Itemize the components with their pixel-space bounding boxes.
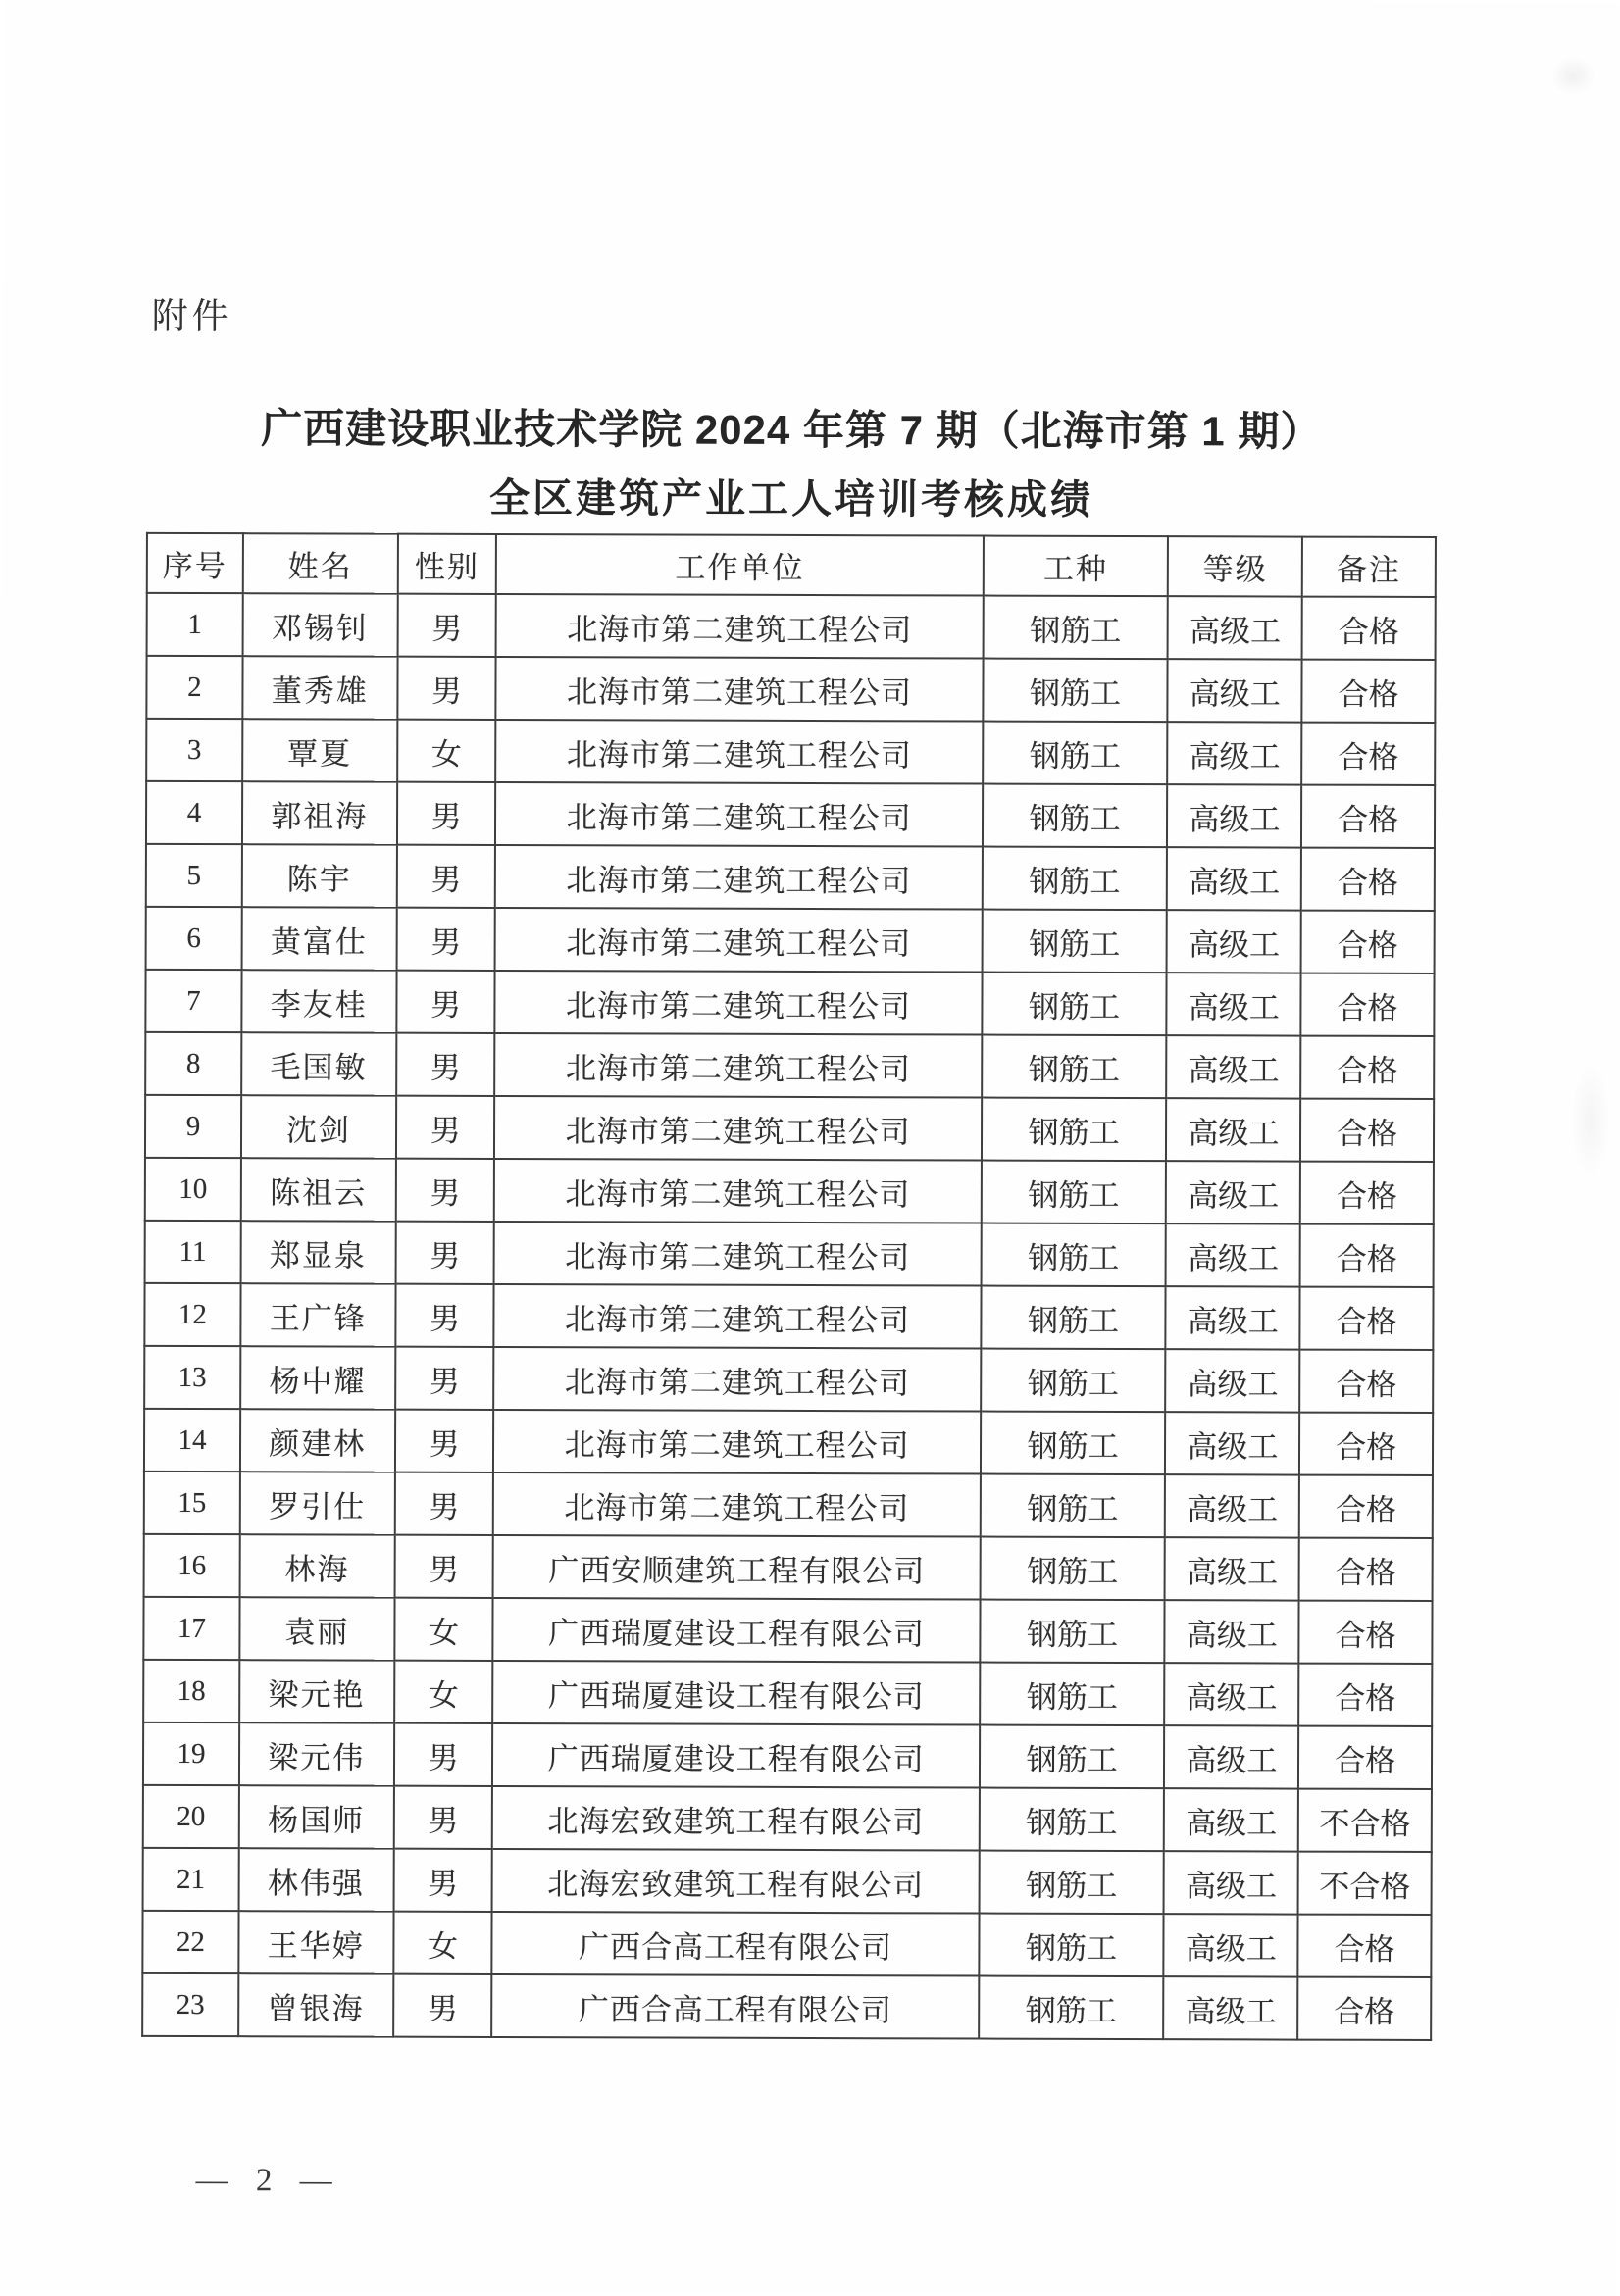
table-row xyxy=(145,1158,1434,1224)
table-row xyxy=(143,1597,1432,1664)
table-row xyxy=(146,907,1435,973)
table-cell: 高级工 xyxy=(1166,1161,1300,1223)
table-cell: 钢筋工 xyxy=(982,1035,1167,1099)
header-cell-remark: 备注 xyxy=(1302,537,1436,597)
table-cell: 9 xyxy=(145,1095,241,1158)
table-cell: 林伟强 xyxy=(238,1848,393,1911)
table-cell: 钢筋工 xyxy=(981,1474,1166,1538)
table-cell: 19 xyxy=(143,1722,239,1785)
table-cell: 钢筋工 xyxy=(983,847,1168,911)
table-cell: 北海宏致建筑工程有限公司 xyxy=(492,1849,979,1914)
table-cell: 合格 xyxy=(1301,785,1435,848)
table-row xyxy=(146,781,1435,848)
table-row xyxy=(143,1848,1432,1915)
table-cell: 合格 xyxy=(1299,1413,1433,1475)
table-cell: 钢筋工 xyxy=(981,1349,1166,1413)
table-cell: 合格 xyxy=(1301,973,1435,1036)
table-cell: 合格 xyxy=(1299,1475,1433,1538)
table-cell: 黄富仕 xyxy=(241,907,396,970)
table-cell: 钢筋工 xyxy=(983,596,1168,660)
table-cell: 李友桂 xyxy=(241,970,396,1032)
table-cell: 男 xyxy=(395,1347,494,1410)
table-cell: 13 xyxy=(144,1346,240,1409)
header-cell-trade: 工种 xyxy=(984,536,1169,597)
table-cell: 2 xyxy=(146,656,242,719)
table-cell: 钢筋工 xyxy=(979,1851,1164,1915)
header-cell-level: 等级 xyxy=(1168,536,1302,596)
table-cell: 女 xyxy=(393,1912,492,1974)
document-title-line1: 广西建设职业技术学院 2024 年第 7 期（北海市第 1 期） xyxy=(261,405,1323,455)
table-cell: 毛国敏 xyxy=(241,1032,396,1095)
table-cell: 高级工 xyxy=(1166,1349,1300,1412)
document-title-line2: 全区建筑产业工人培训考核成绩 xyxy=(489,474,1094,523)
table-row xyxy=(143,1785,1432,1852)
table-cell: 北海宏致建筑工程有限公司 xyxy=(492,1786,979,1851)
table-cell: 合格 xyxy=(1300,1099,1434,1162)
scan-smudge xyxy=(1550,56,1595,95)
table-cell: 广西合高工程有限公司 xyxy=(492,1912,979,1976)
table-cell: 14 xyxy=(144,1409,240,1472)
table-row xyxy=(146,844,1435,911)
table-cell: 男 xyxy=(394,1535,493,1598)
table-cell: 覃夏 xyxy=(242,719,397,781)
table-cell: 高级工 xyxy=(1165,1600,1299,1663)
table-row xyxy=(142,1911,1431,1977)
table-cell: 钢筋工 xyxy=(980,1663,1165,1726)
table-cell: 合格 xyxy=(1300,1162,1434,1224)
table-cell: 合格 xyxy=(1300,1287,1434,1350)
results-table-body xyxy=(142,593,1436,2040)
header-cell-gender: 性别 xyxy=(397,534,496,594)
table-cell: 17 xyxy=(143,1597,239,1660)
table-cell: 北海市第二建筑工程公司 xyxy=(496,720,983,784)
table-row xyxy=(146,719,1435,785)
table-cell: 高级工 xyxy=(1168,659,1302,722)
table-cell: 高级工 xyxy=(1164,1976,1298,2039)
table-cell: 男 xyxy=(393,1974,492,2037)
table-cell: 北海市第二建筑工程公司 xyxy=(495,971,982,1035)
document-title xyxy=(146,405,1437,524)
table-cell: 高级工 xyxy=(1165,1412,1299,1474)
table-cell: 北海市第二建筑工程公司 xyxy=(495,845,982,910)
table-cell: 高级工 xyxy=(1167,847,1301,910)
table-cell: 罗引仕 xyxy=(240,1472,395,1534)
table-cell: 合格 xyxy=(1299,1601,1433,1664)
table-cell: 钢筋工 xyxy=(979,1976,1164,2040)
table-cell: 23 xyxy=(142,1973,238,2036)
table-cell: 广西瑞厦建设工程有限公司 xyxy=(492,1723,979,1788)
header-cell-index: 序号 xyxy=(147,533,243,593)
table-cell: 钢筋工 xyxy=(980,1537,1165,1601)
header-cell-unit: 工作单位 xyxy=(496,534,983,596)
table-cell: 男 xyxy=(396,845,495,908)
table-cell: 合格 xyxy=(1298,1664,1432,1726)
table-cell: 男 xyxy=(396,1033,495,1096)
table-cell: 合格 xyxy=(1300,1036,1434,1099)
table-cell: 钢筋工 xyxy=(981,1286,1166,1350)
table-cell: 北海市第二建筑工程公司 xyxy=(493,1472,980,1537)
table-cell: 曾银海 xyxy=(238,1973,393,2036)
table-cell: 钢筋工 xyxy=(982,1098,1167,1162)
table-cell: 男 xyxy=(393,1849,492,1912)
table-cell: 北海市第二建筑工程公司 xyxy=(495,1033,982,1098)
table-cell: 高级工 xyxy=(1168,722,1302,784)
table-cell: 沈剑 xyxy=(241,1095,396,1158)
table-cell: 广西瑞厦建设工程有限公司 xyxy=(493,1661,980,1725)
table-cell: 钢筋工 xyxy=(979,1914,1164,1977)
header-cell-name: 姓名 xyxy=(243,533,398,593)
table-cell: 15 xyxy=(144,1472,240,1534)
table-row xyxy=(144,1534,1433,1601)
table-cell: 男 xyxy=(397,594,496,657)
table-cell: 广西瑞厦建设工程有限公司 xyxy=(493,1598,980,1663)
table-cell: 钢筋工 xyxy=(983,784,1168,848)
table-cell: 高级工 xyxy=(1167,973,1301,1035)
table-cell: 王广锋 xyxy=(240,1283,395,1346)
table-cell: 北海市第二建筑工程公司 xyxy=(494,1284,981,1349)
table-cell: 高级工 xyxy=(1165,1663,1299,1725)
table-cell: 5 xyxy=(146,844,242,907)
table-cell: 高级工 xyxy=(1164,1851,1298,1914)
table-row xyxy=(144,1409,1433,1475)
table-cell: 北海市第二建筑工程公司 xyxy=(495,908,982,973)
scan-smudge xyxy=(1571,1061,1610,1178)
table-cell: 3 xyxy=(146,719,242,781)
table-cell: 合格 xyxy=(1299,1350,1433,1413)
table-row xyxy=(145,1221,1434,1287)
table-cell: 王华婷 xyxy=(238,1911,393,1973)
table-cell: 不合格 xyxy=(1298,1789,1432,1852)
table-cell: 钢筋工 xyxy=(982,910,1167,973)
table-cell: 高级工 xyxy=(1166,1223,1300,1286)
table-cell: 20 xyxy=(143,1785,239,1848)
page-number: — 2 — xyxy=(195,2163,342,2199)
table-cell: 合格 xyxy=(1301,723,1435,785)
table-cell: 男 xyxy=(394,1723,493,1786)
table-cell: 广西合高工程有限公司 xyxy=(492,1974,979,2039)
table-cell: 合格 xyxy=(1301,911,1435,973)
table-cell: 钢筋工 xyxy=(981,1412,1166,1475)
table-cell: 男 xyxy=(395,1222,494,1284)
table-cell: 合格 xyxy=(1297,1977,1431,2040)
table-cell: 杨国师 xyxy=(239,1785,394,1848)
table-cell: 女 xyxy=(397,720,496,782)
table-cell: 钢筋工 xyxy=(983,659,1168,723)
table-cell: 男 xyxy=(395,1410,494,1472)
table-cell: 北海市第二建筑工程公司 xyxy=(495,782,982,847)
table-cell: 颜建林 xyxy=(240,1409,395,1472)
table-cell: 杨中耀 xyxy=(240,1346,395,1409)
table-cell: 高级工 xyxy=(1166,1286,1300,1349)
table-row xyxy=(145,1032,1434,1099)
table-cell: 1 xyxy=(147,593,243,656)
table-cell: 陈宇 xyxy=(242,844,397,907)
table-row xyxy=(143,1722,1432,1789)
table-row xyxy=(143,1660,1432,1726)
table-row xyxy=(144,1346,1433,1413)
table-row xyxy=(144,1283,1433,1350)
table-cell: 钢筋工 xyxy=(983,722,1168,785)
table-cell: 北海市第二建筑工程公司 xyxy=(494,1096,981,1161)
table-cell: 钢筋工 xyxy=(980,1600,1165,1664)
attachment-label: 附件 xyxy=(151,296,232,338)
table-cell: 高级工 xyxy=(1164,1914,1298,1976)
table-row xyxy=(147,593,1436,660)
table-cell: 10 xyxy=(145,1158,241,1221)
table-cell: 合格 xyxy=(1298,1726,1432,1789)
table-cell: 郑显泉 xyxy=(240,1221,395,1283)
table-cell: 北海市第二建筑工程公司 xyxy=(496,657,983,722)
table-cell: 合格 xyxy=(1300,1224,1434,1287)
table-row xyxy=(145,1095,1434,1162)
table-cell: 合格 xyxy=(1301,848,1435,911)
table-cell: 女 xyxy=(394,1661,493,1723)
table-cell: 男 xyxy=(396,1096,495,1159)
table-cell: 钢筋工 xyxy=(981,1223,1166,1287)
table-cell: 合格 xyxy=(1299,1538,1433,1601)
table-cell: 22 xyxy=(142,1911,238,1973)
table-cell: 7 xyxy=(145,970,241,1032)
table-row xyxy=(142,1973,1431,2040)
table-cell: 高级工 xyxy=(1166,1098,1300,1161)
table-cell: 北海市第二建筑工程公司 xyxy=(493,1410,980,1474)
table-cell: 6 xyxy=(146,907,242,970)
table-row xyxy=(146,656,1435,723)
table-cell: 男 xyxy=(393,1786,492,1849)
table-cell: 北海市第二建筑工程公司 xyxy=(494,1159,981,1223)
header-row xyxy=(147,533,1436,597)
table-cell: 4 xyxy=(146,781,242,844)
table-cell: 18 xyxy=(143,1660,239,1722)
table-cell: 袁丽 xyxy=(239,1597,394,1660)
table-cell: 高级工 xyxy=(1168,596,1302,659)
table-cell: 钢筋工 xyxy=(982,973,1167,1036)
table-cell: 高级工 xyxy=(1164,1725,1298,1788)
table-cell: 21 xyxy=(143,1848,239,1911)
table-cell: 陈祖云 xyxy=(241,1158,396,1221)
table-cell: 高级工 xyxy=(1167,910,1301,973)
table-cell: 男 xyxy=(396,908,495,971)
table-cell: 11 xyxy=(145,1221,241,1283)
table-cell: 男 xyxy=(395,1284,494,1347)
table-cell: 高级工 xyxy=(1167,1035,1301,1098)
table-cell: 12 xyxy=(144,1283,240,1346)
table-cell: 男 xyxy=(397,782,496,845)
results-table-header xyxy=(147,533,1436,597)
table-cell: 男 xyxy=(396,971,495,1033)
table-cell: 合格 xyxy=(1302,597,1436,660)
table-cell: 钢筋工 xyxy=(980,1788,1165,1852)
table-cell: 邓锡钊 xyxy=(242,593,397,656)
table-cell: 广西安顺建筑工程有限公司 xyxy=(493,1535,980,1600)
table-cell: 高级工 xyxy=(1164,1788,1298,1851)
table-cell: 合格 xyxy=(1298,1915,1432,1977)
table-cell: 合格 xyxy=(1302,660,1436,723)
table-cell: 郭祖海 xyxy=(242,781,397,844)
table-cell: 北海市第二建筑工程公司 xyxy=(494,1222,981,1286)
table-cell: 董秀雄 xyxy=(242,656,397,719)
table-cell: 钢筋工 xyxy=(982,1161,1167,1224)
table-cell: 女 xyxy=(394,1598,493,1661)
table-cell: 梁元艳 xyxy=(239,1660,394,1722)
table-cell: 高级工 xyxy=(1165,1537,1299,1600)
table-cell: 北海市第二建筑工程公司 xyxy=(494,1347,981,1412)
table-cell: 不合格 xyxy=(1298,1852,1432,1915)
table-cell: 16 xyxy=(144,1534,240,1597)
table-cell: 男 xyxy=(394,1472,493,1535)
table-cell: 男 xyxy=(395,1159,494,1222)
table-row xyxy=(145,970,1434,1036)
table-cell: 男 xyxy=(397,657,496,720)
table-cell: 8 xyxy=(145,1032,241,1095)
table-cell: 钢筋工 xyxy=(980,1725,1165,1789)
results-table xyxy=(141,532,1437,2041)
table-cell: 高级工 xyxy=(1165,1474,1299,1537)
table-row xyxy=(144,1472,1433,1538)
table-cell: 梁元伟 xyxy=(239,1722,394,1785)
table-cell: 高级工 xyxy=(1167,784,1301,847)
table-cell: 林海 xyxy=(239,1534,394,1597)
table-cell: 北海市第二建筑工程公司 xyxy=(496,594,983,659)
